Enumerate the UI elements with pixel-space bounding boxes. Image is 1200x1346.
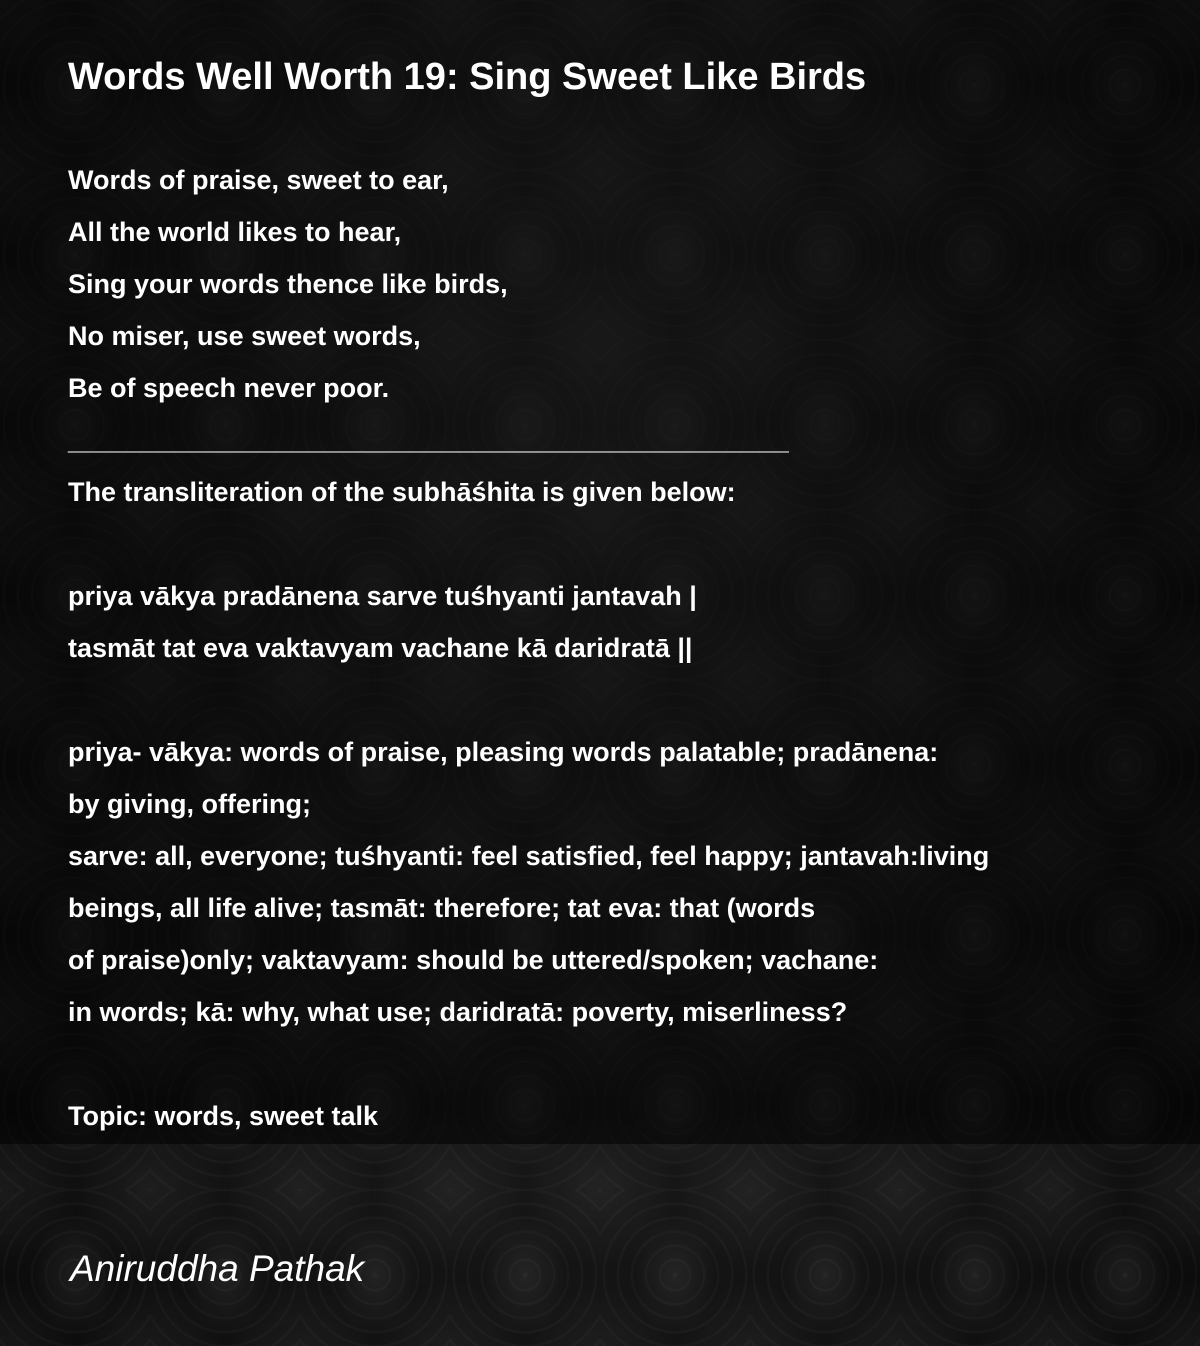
poem-line: Be of speech never poor. (68, 373, 390, 403)
poem-line: by giving, offering; (68, 789, 311, 819)
poem-line: in words; kā: why, what use; daridratā: poverty, miserliness? (68, 997, 848, 1027)
poem-line: Words of praise, sweet to ear, (68, 165, 449, 195)
poem-line: priya- vākya: words of praise, pleasing words palatable; pradānena: (68, 737, 939, 767)
poem-line: Sing your words thence like birds, (68, 269, 508, 299)
poem-line: The transliteration of the subhāśhita is given below: (68, 477, 736, 507)
poem-title: Words Well Worth 19: Sing Sweet Like Birds (68, 56, 867, 98)
blank-line (68, 674, 1188, 726)
poem-line: sarve: all, everyone; tuśhyanti: feel satisfied, feel happy; jantavah:living (68, 841, 990, 871)
poem-line: beings, all life alive; tasmāt: therefore; tat eva: that (words (68, 893, 816, 923)
blank-line (68, 1038, 1188, 1090)
poem-line: of praise)only; vaktavyam: should be uttered/spoken; vachane: (68, 945, 879, 975)
poem-body (68, 154, 1188, 1142)
poem-line: priya vākya pradānena sarve tuśhyanti jantavah | (68, 581, 697, 611)
author-name: Aniruddha Pathak (70, 1248, 365, 1289)
poem-line: tasmāt tat eva vaktavyam vachane kā daridratā || (68, 633, 693, 663)
separator-line: ________________________________________________ (68, 425, 789, 455)
blank-line (68, 518, 1188, 570)
poem-topic: Topic: words, sweet talk (68, 1101, 379, 1131)
poem-line: No miser, use sweet words, (68, 321, 421, 351)
poem-line: All the world likes to hear, (68, 217, 402, 247)
